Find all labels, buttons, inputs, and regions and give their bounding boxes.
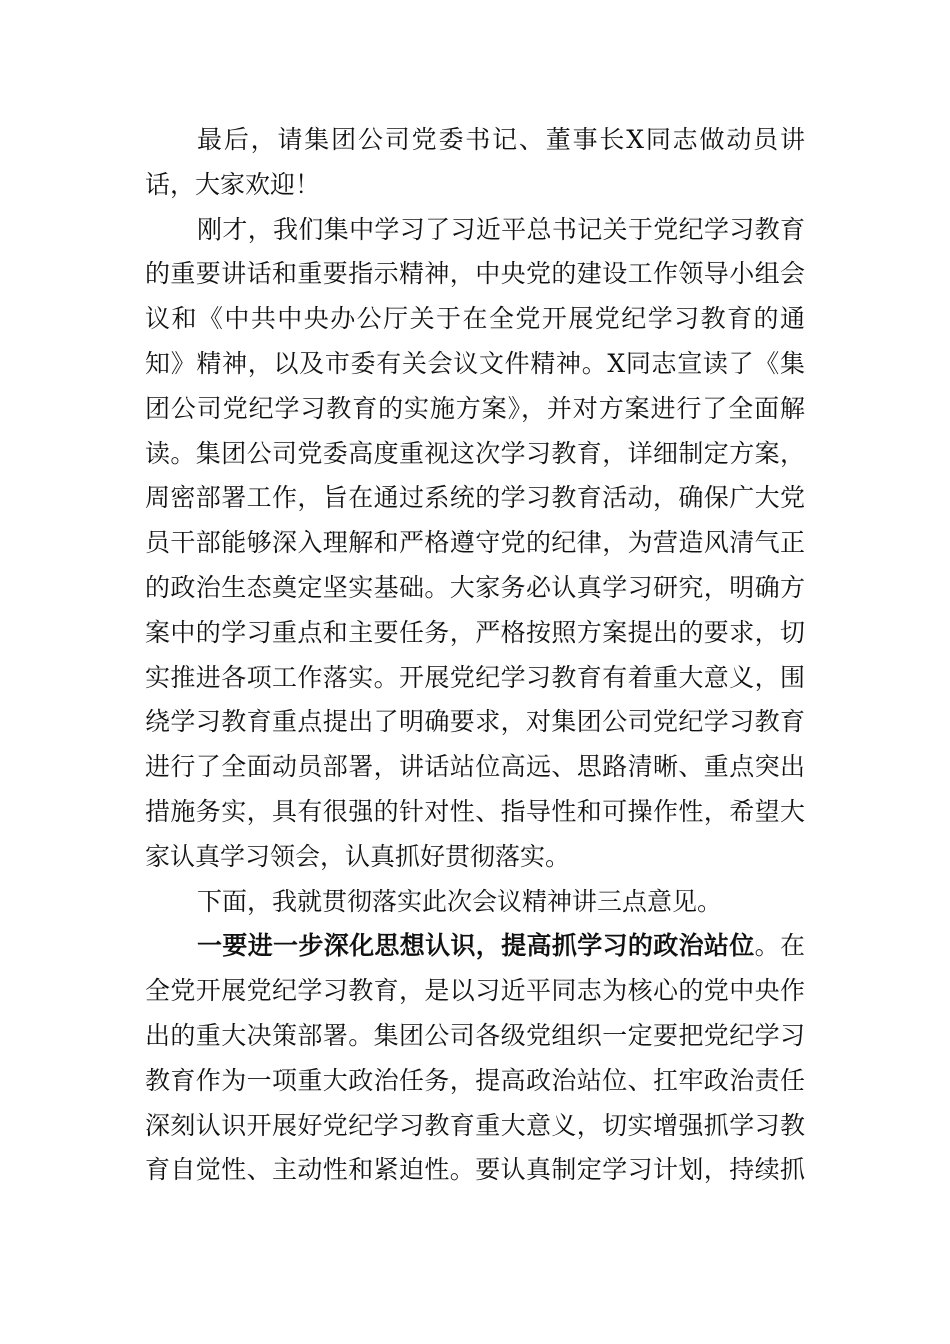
text-line: 团公司党纪学习教育的实施方案》，并对方案进行了全面解 xyxy=(145,393,805,423)
text-line: 家认真学习领会，认真抓好贯彻落实。 xyxy=(145,841,571,871)
text-line: 的重要讲话和重要指示精神，中央党的建设工作领导小组会 xyxy=(145,259,805,289)
text-line: 周密部署工作，旨在通过系统的学习教育活动，确保广大党 xyxy=(145,483,805,513)
paragraph-transition xyxy=(145,880,805,925)
text-line: 全党开展党纪学习教育，是以习近平同志为核心的党中央作 xyxy=(145,976,805,1006)
text-line: 最后，请集团公司党委书记、董事长X同志做动员讲 xyxy=(197,125,805,154)
text-line: 进行了全面动员部署，讲话站位高远、思路清晰、重点突出 xyxy=(145,752,805,782)
text-line: 议和《中共中央办公厅关于在全党开展党纪学习教育的通 xyxy=(145,304,805,334)
text-line: 措施务实，具有很强的针对性、指导性和可操作性，希望大 xyxy=(145,796,805,826)
text-line: 读。集团公司党委高度重视这次学习教育，详细制定方案， xyxy=(145,438,805,468)
text-line: 实推进各项工作落实。开展党纪学习教育有着重大意义，围 xyxy=(145,662,805,692)
text-line: 深刻认识开展好党纪学习教育重大意义，切实增强抓学习教 xyxy=(145,1110,805,1140)
text-line: 绕学习教育重点提出了明确要求，对集团公司党纪学习教育 xyxy=(145,707,805,737)
text-line: 教育作为一项重大政治任务，提高政治站位、扛牢政治责任 xyxy=(145,1065,805,1095)
text-line: 育自觉性、主动性和紧迫性。要认真制定学习计划，持续抓 xyxy=(145,1155,805,1185)
text-line xyxy=(145,924,805,969)
text-line: 出的重大决策部署。集团公司各级党组织一定要把党纪学习 xyxy=(145,1020,805,1050)
text-line: 案中的学习重点和主要任务，严格按照方案提出的要求，切 xyxy=(145,617,805,647)
paragraph-point-one xyxy=(145,924,805,1193)
paragraph-closing-invitation xyxy=(145,118,805,208)
text-line: 刚才，我们集中学习了习近平总书记关于党纪学习教育 xyxy=(197,214,805,244)
paragraph-summary xyxy=(145,208,805,880)
text-line: 话，大家欢迎！ xyxy=(145,169,321,199)
text-line: 员干部能够深入理解和严格遵守党的纪律，为营造风清气正 xyxy=(145,528,805,558)
point-one-heading-continuation: 。在 xyxy=(754,931,805,961)
text-line: 的政治生态奠定坚实基础。大家务必认真学习研究，明确方 xyxy=(145,572,805,602)
document-body xyxy=(145,118,805,1193)
point-one-heading: 一要进一步深化思想认识，提高抓学习的政治站位 xyxy=(197,931,755,961)
text-line: 知》精神，以及市委有关会议文件精神。X同志宣读了《集 xyxy=(145,348,805,378)
text-line: 下面，我就贯彻落实此次会议精神讲三点意见。 xyxy=(197,886,723,916)
